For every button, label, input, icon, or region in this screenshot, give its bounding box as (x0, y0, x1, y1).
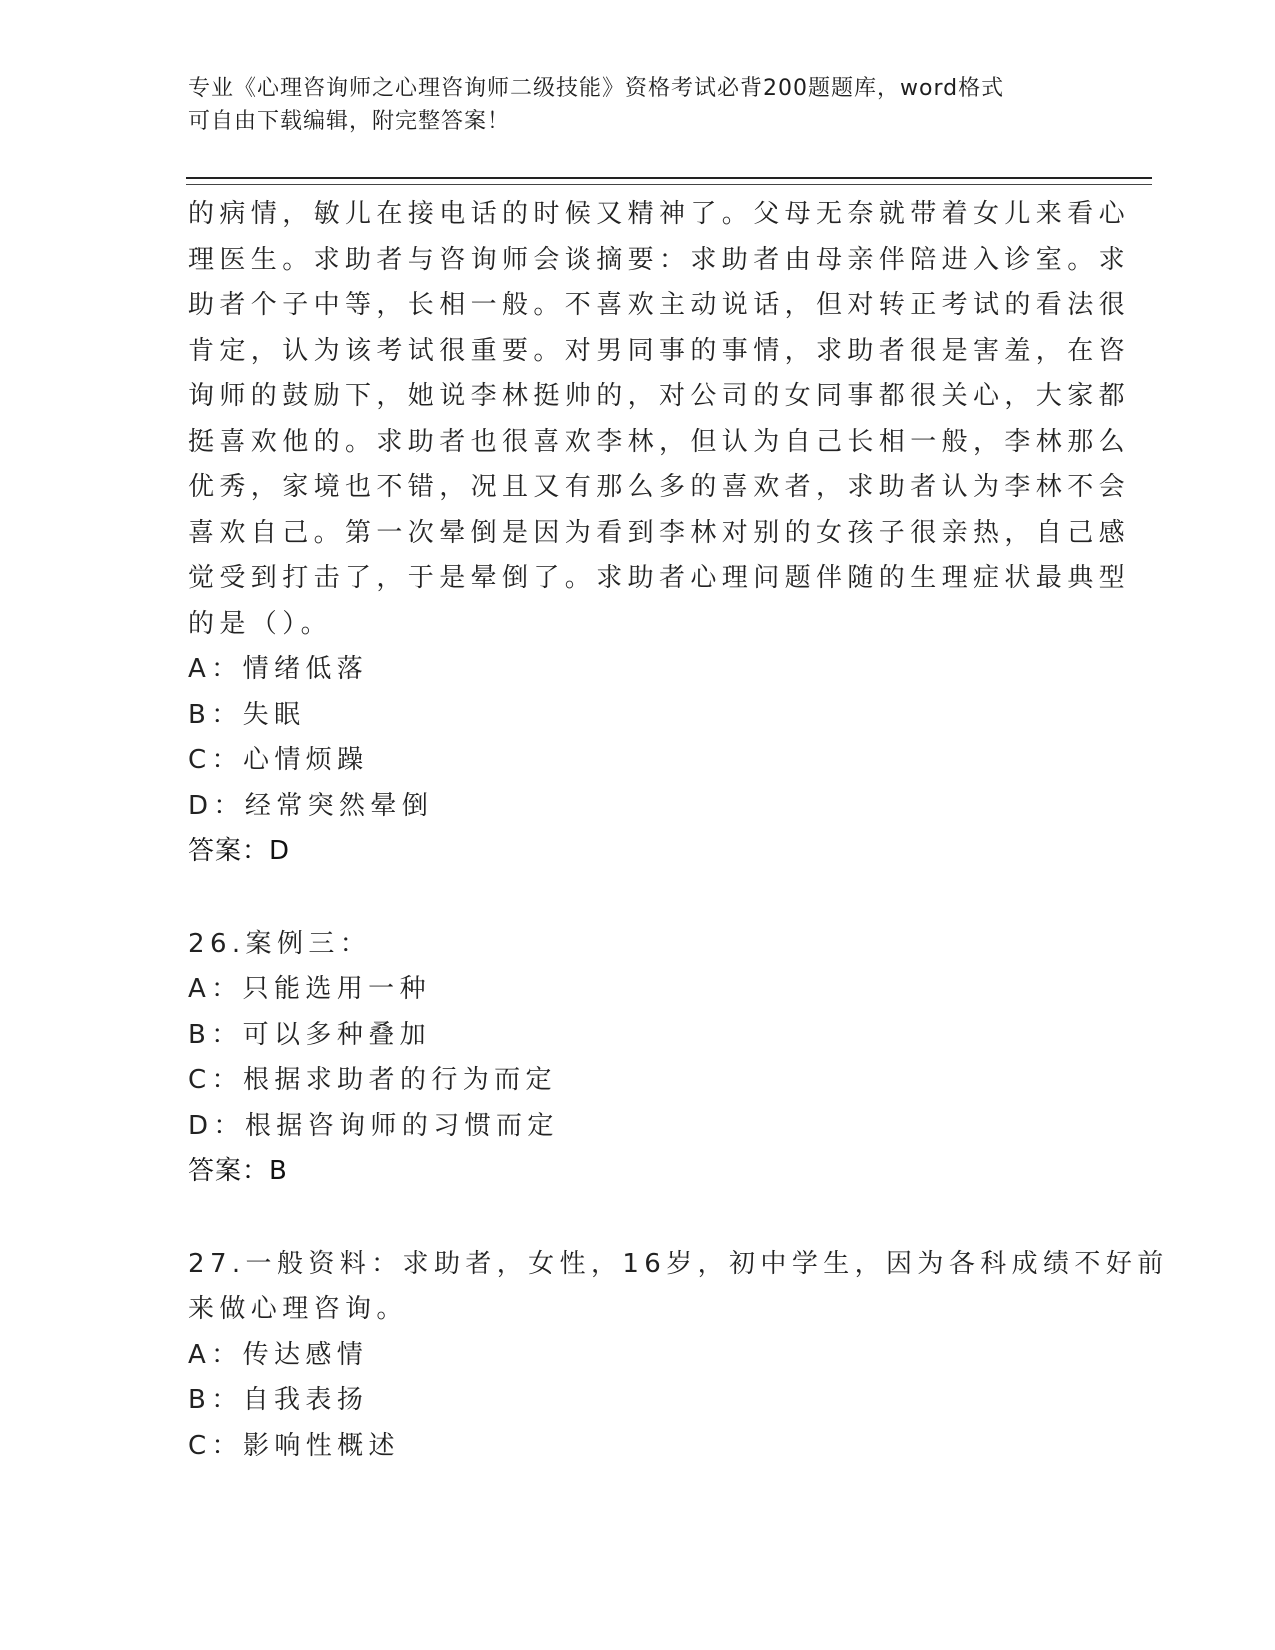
answer-line: 答案：B (188, 1156, 288, 1186)
question-stem-line: 27.一般资料：求助者，女性，16岁，初中学生，因为各科成绩不好前 (188, 1248, 1169, 1279)
header-divider-thin (186, 184, 1152, 185)
spacer (188, 875, 1088, 922)
spacer (188, 1195, 1088, 1242)
question-stem-line: 喜欢自己。第一次晕倒是因为看到李林对别的女孩子很亲热，自己感 (188, 517, 1131, 548)
question-25 (188, 192, 1131, 875)
option-a: A：情绪低落 (188, 654, 369, 684)
question-stem-line: 理医生。求助者与咨询师会谈摘要：求助者由母亲伴陪进入诊室。求 (188, 244, 1131, 275)
question-stem-line: 觉受到打击了，于是晕倒了。求助者心理问题伴随的生理症状最典型 (188, 563, 1131, 593)
header-line-2: 可自由下载编辑，附完整答案！ (188, 109, 511, 134)
option-a: A：传达感情 (188, 1339, 369, 1370)
option-c: C：心情烦躁 (188, 745, 369, 775)
question-stem-line: 询师的鼓励下，她说李林挺帅的，对公司的女同事都很关心，大家都 (188, 381, 1131, 411)
option-d: D：根据咨询师的习惯而定 (188, 1110, 559, 1141)
option-d: D：经常突然晕倒 (188, 790, 434, 821)
question-stem-line: 的病情，敏儿在接电话的时候又精神了。父母无奈就带着女儿来看心 (188, 199, 1131, 229)
question-stem-line: 26.案例三： (188, 928, 372, 959)
question-stem-line: 的是（）。 (188, 608, 333, 639)
document-body (188, 192, 1169, 1469)
answer-line: 答案：D (188, 836, 291, 866)
question-26 (188, 922, 1088, 1195)
question-stem-line: 优秀，家境也不错，况且又有那么多的喜欢者，求助者认为李林不会 (188, 472, 1131, 502)
question-stem-line: 肯定，认为该考试很重要。对男同事的事情，求助者很是害羞，在咨 (188, 335, 1131, 366)
question-27 (188, 1242, 1169, 1470)
option-c: C：影响性概述 (188, 1430, 400, 1461)
document-header (188, 72, 1088, 138)
question-stem-line: 挺喜欢他的。求助者也很喜欢李林，但认为自己长相一般，李林那么 (188, 426, 1131, 457)
option-b: B：失眠 (188, 699, 306, 730)
question-stem-line: 助者个子中等，长相一般。不喜欢主动说话，但对转正考试的看法很 (188, 290, 1131, 320)
header-divider-thick (186, 177, 1152, 179)
option-c: C：根据求助者的行为而定 (188, 1065, 557, 1095)
option-b: B：可以多种叠加 (188, 1019, 432, 1050)
header-line-1: 专业《心理咨询师之心理咨询师二级技能》资格考试必背200题题库，word格式 (188, 76, 1005, 101)
option-b: B：自我表扬 (188, 1385, 369, 1415)
question-stem-line: 来做心理咨询。 (188, 1294, 408, 1324)
option-a: A：只能选用一种 (188, 974, 431, 1004)
